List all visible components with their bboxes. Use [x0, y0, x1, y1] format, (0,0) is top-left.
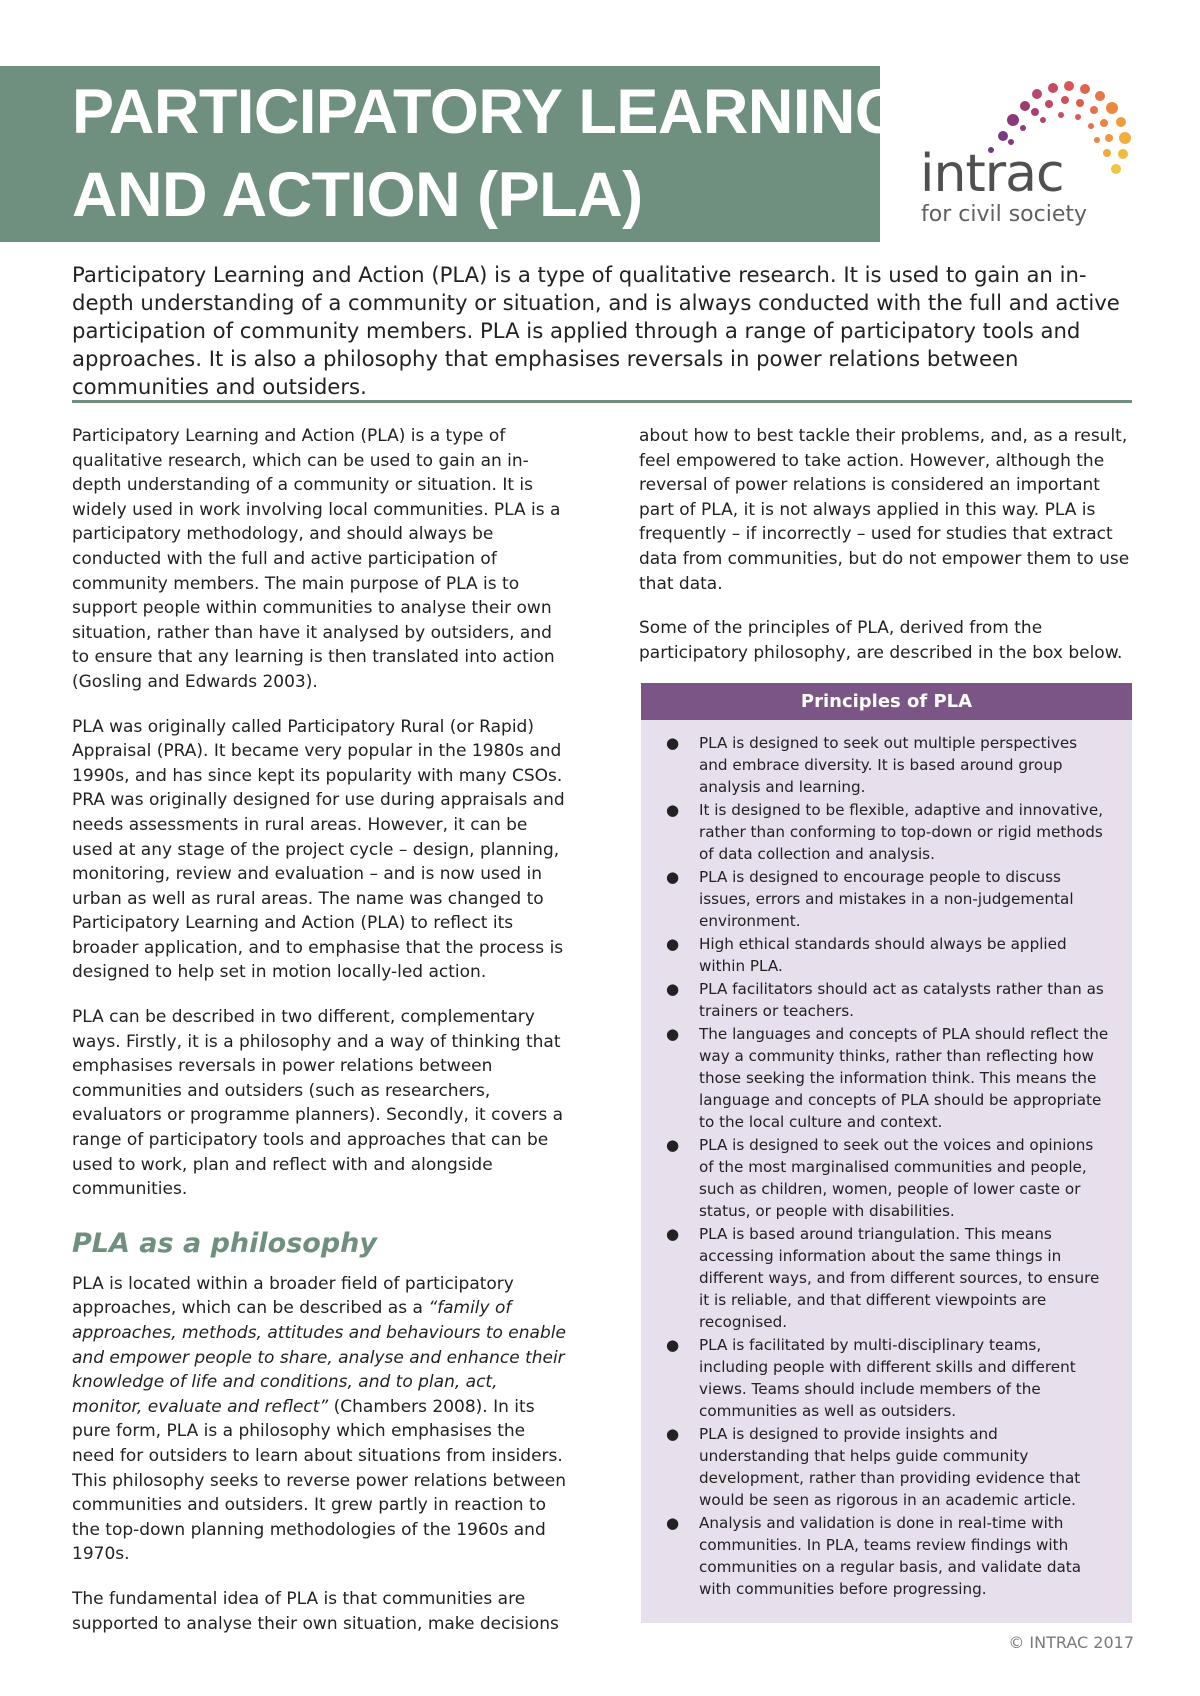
list-item — [661, 978, 1110, 1022]
logo-tagline: for civil society — [921, 202, 1087, 227]
principles-box — [641, 683, 1132, 1623]
paragraph: about how to best tackle their problems, and, as a result, feel empowered to take action. However, although the reversal of power relations is considered an important part of PLA, it is not always applied in this way. PLA is frequently – if incorrectly – used for studies that extract data from communities, but do not empower them to use that data. — [639, 426, 1130, 594]
page-title-line-1: PARTICIPATORY LEARNING — [72, 77, 904, 147]
list-item — [661, 1423, 1110, 1511]
list-item — [661, 1023, 1110, 1133]
paragraph-text: (Chambers 2008). In its pure form, PLA is a philosophy which emphasises the need for outsiders to learn about situations from insiders. This philosophy seeks to reverse power relations between communities and outsiders. It grew partly in reaction to the top-down planning methodologies of the 1960s and 1970s. — [72, 1396, 566, 1565]
list-item-text: Analysis and validation is done in real-time with communities. In PLA, teams review findings with communities on a regular basis, and validate data with communities before progressing. — [699, 1514, 1082, 1598]
bullet-icon: ● — [666, 1425, 680, 1443]
bullet-icon: ● — [666, 1025, 680, 1043]
paragraph-text: PLA is located within a broader field of participatory approaches, which can be described as a — [72, 1273, 514, 1319]
bullet-icon: ● — [666, 734, 680, 752]
list-item — [661, 1334, 1110, 1422]
bullet-icon: ● — [666, 980, 680, 998]
list-item — [661, 799, 1110, 865]
page-title-line-2: AND ACTION (PLA) — [72, 160, 643, 230]
list-item — [661, 1512, 1110, 1600]
bullet-icon: ● — [666, 868, 680, 886]
paragraph: PLA was originally called Participatory Rural (or Rapid) Appraisal (PRA). It became very popular in the 1980s and 1990s, and has since kept its popularity with many CSOs. PRA was originally designed for use during appraisals and needs assessments in rural areas. However, it can be used at any stage of the project cycle – design, planning, monitoring, review and evaluation – and is now used in urban as well as rural areas. The name was changed to Participatory Learning and Action (PLA) to reflect its broader application, and to emphasise that the process is designed to help set in motion locally-led action. — [72, 716, 565, 983]
title-banner — [0, 66, 904, 242]
paragraph: PLA can be described in two different, complementary ways. Firstly, it is a philosophy and a way of thinking that emphasises reversals in power relations between communities and outsiders (such as researchers, evaluators or programme planners). Secondly, it covers a range of participatory tools and approaches that can be used to work, plan and reflect with and alongside communities. — [72, 1007, 564, 1200]
bullet-icon: ● — [666, 801, 680, 819]
section-heading: PLA as a philosophy — [72, 1227, 377, 1259]
left-column — [72, 424, 567, 1656]
list-item-text: The languages and concepts of PLA should reflect the way a community thinks, rather than reflecting how those seeking the information think. This means the language and concepts of PLA should be appropriate to the local culture and context. — [699, 1025, 1109, 1131]
list-item — [661, 933, 1110, 977]
paragraph: Some of the principles of PLA, derived from the participatory philosophy, are described in the box below. — [639, 618, 1123, 663]
list-item — [661, 866, 1110, 932]
bullet-icon: ● — [666, 1336, 680, 1354]
paragraph: The fundamental idea of PLA is that communities are supported to analyse their own situation, make decisions — [72, 1588, 559, 1634]
list-item-text: PLA is based around triangulation. This means accessing information about the same things in different ways, and from different sources, to ensure it is reliable, and that different viewpoints are recognised. — [699, 1225, 1100, 1331]
bullet-icon: ● — [666, 1225, 680, 1243]
list-item-text: It is designed to be flexible, adaptive and innovative, rather than conforming to top-down or rigid methods of data collection and analysis. — [699, 801, 1104, 863]
intro-paragraph: Participatory Learning and Action (PLA) is a type of qualitative research. It is used to gain an in-depth understanding of a community or situation, and is always conducted with the full and active participation of community members. PLA is applied through a range of participatory tools and approaches. It is also a philosophy that emphasises reversals in power relations between communities and outsiders. — [72, 262, 1120, 399]
quote-text: “family of approaches, methods, attitudes and behaviours to enable and empower people to share, analyse and enhance their knowledge of life and conditions, and to plan, act, monitor, evaluate and reflect” — [72, 1298, 566, 1417]
right-column — [639, 424, 1134, 685]
section-divider — [72, 400, 1132, 403]
list-item-text: PLA is designed to seek out multiple perspectives and embrace diversity. It is based around group analysis and learning. — [699, 734, 1078, 796]
bullet-icon: ● — [666, 1136, 680, 1154]
list-item — [661, 1134, 1110, 1222]
list-item-text: PLA is designed to provide insights and understanding that helps guide community development, rather than providing evidence that would be seen as rigorous in an academic article. — [699, 1425, 1081, 1509]
paragraph — [72, 1272, 567, 1567]
principles-list — [641, 720, 1132, 1600]
list-item-text: PLA facilitators should act as catalysts rather than as trainers or teachers. — [699, 980, 1104, 1020]
list-item-text: PLA is designed to seek out the voices and opinions of the most marginalised communities and people, such as children, women, people of lower caste or status, or people with disabilities. — [699, 1136, 1094, 1220]
logo-wordmark: intrac — [920, 144, 1064, 204]
list-item — [661, 732, 1110, 798]
copyright-footer: © INTRAC 2017 — [1008, 1633, 1134, 1652]
list-item-text: High ethical standards should always be applied within PLA. — [699, 935, 1067, 975]
principles-box-title: Principles of PLA — [641, 683, 1132, 720]
intrac-logo — [915, 78, 1145, 238]
bullet-icon: ● — [666, 1514, 680, 1532]
paragraph: Participatory Learning and Action (PLA) is a type of qualitative research, which can be used to gain an in-depth understanding of a community or situation. It is widely used in work involving local communities. PLA is a participatory methodology, and should always be conducted with the full and active participation of community members. The main purpose of PLA is to support people within communities to analyse their own situation, rather than have it analysed by outsiders, and to ensure that any learning is then translated into action (Gosling and Edwards 2003). — [72, 426, 561, 692]
list-item-text: PLA is facilitated by multi-disciplinary teams, including people with different skills and different views. Teams should include members of the communities as well as outsiders. — [699, 1336, 1076, 1420]
list-item — [661, 1223, 1110, 1333]
list-item-text: PLA is designed to encourage people to discuss issues, errors and mistakes in a non-judgemental environment. — [699, 868, 1074, 930]
bullet-icon: ● — [666, 935, 680, 953]
